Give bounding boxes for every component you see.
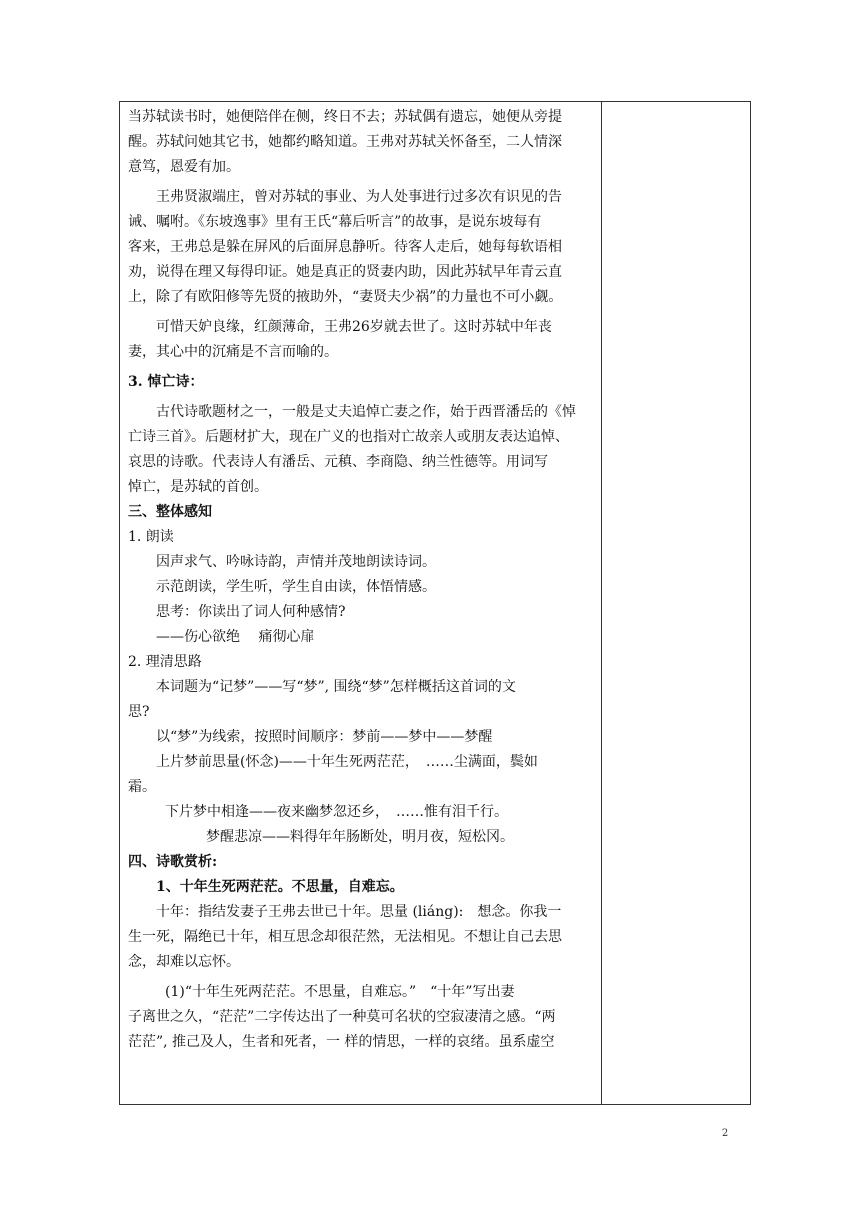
subsection-heading: 1、十年生死两茫茫。不思量，自难忘。 bbox=[156, 879, 404, 895]
text-line: (1)“十年生死两茫茫。不思量，自难忘。” “十年”写出妻 bbox=[165, 984, 515, 1000]
text-line: 古代诗歌题材之一，一般是丈夫追悼亡妻之作，始于西晋潘岳的《悼 bbox=[156, 404, 576, 420]
text-line: 念，却难以忘怀。 bbox=[128, 954, 240, 970]
text-line: 因声求气、吟咏诗韵，声情并茂地朗读诗词。 bbox=[156, 554, 436, 570]
table-column-divider bbox=[601, 101, 602, 1105]
text-line: 生一死，隔绝已十年，相互思念却很茫然，无法相见。不想让自己去思 bbox=[128, 929, 562, 945]
text-line: 亡诗三首》。后题材扩大，现在广义的也指对亡故亲人或朋友表达追悼、 bbox=[128, 429, 569, 445]
text-line: 梦醒悲凉——料得年年肠断处，明月夜，短松冈。 bbox=[206, 829, 514, 845]
text-line: 当苏轼读书时，她便陪伴在侧，终日不去；苏轼偶有遗忘，她便从旁提 bbox=[128, 109, 562, 125]
text-line: 以“梦”为线索，按照时间顺序：梦前——梦中——梦醒 bbox=[156, 729, 493, 745]
document-body bbox=[128, 105, 598, 1055]
text-line: 下片梦中相逢——夜来幽梦忽还乡， ……惟有泪千行。 bbox=[165, 804, 508, 820]
text-line: 上片梦前思量(怀念)——十年生死两茫茫， ……尘满面，鬓如 bbox=[156, 754, 538, 770]
text-line: 本词题为“记梦”——写“梦”, 围绕“梦”怎样概括这首词的文 bbox=[156, 679, 516, 695]
section-heading: 3. 悼亡诗： bbox=[128, 374, 204, 390]
text-line: 哀思的诗歌。代表诗人有潘岳、元稹、李商隐、纳兰性德等。用词写 bbox=[128, 454, 548, 470]
text-line: 诫、嘱咐。《东坡逸事》里有王氏“幕后听言”的故事，是说东坡每有 bbox=[128, 214, 542, 230]
text-line: 思考：你读出了词人何种感情? bbox=[156, 604, 346, 620]
text-line: 客来，王弗总是躲在屏风的后面屏息静听。待客人走后，她每每软语相 bbox=[128, 239, 562, 255]
text-line: 上，除了有欧阳修等先贤的掖助外，“妻贤夫少祸”的力量也不可小觑。 bbox=[128, 289, 563, 305]
text-line: 可惜天妒良缘，红颜薄命，王弗26岁就去世了。这时苏轼中年丧 bbox=[156, 319, 552, 335]
text-line: ——伤心欲绝 痛彻心扉 bbox=[156, 629, 315, 645]
text-line: 示范朗读，学生听，学生自由读，体悟情感。 bbox=[156, 579, 436, 595]
section-heading: 四、诗歌赏析: bbox=[128, 854, 218, 870]
text-line: 十年：指结发妻子王弗去世已十年。思量 (liáng): 想念。你我一 bbox=[156, 904, 562, 920]
text-line: 霜。 bbox=[128, 779, 156, 795]
text-line: 思? bbox=[128, 704, 150, 720]
text-line: 王弗贤淑端庄，曾对苏轼的事业、为人处事进行过多次有识见的告 bbox=[156, 189, 562, 205]
text-line: 子离世之久，“茫茫”二字传达出了一种莫可名状的空寂凄清之感。“两 bbox=[128, 1009, 556, 1025]
subsection-heading: 2. 理清思路 bbox=[128, 654, 202, 670]
text-line: 悼亡，是苏轼的首创。 bbox=[128, 479, 268, 495]
subsection-heading: 1. 朗读 bbox=[128, 529, 174, 545]
page-number: 2 bbox=[721, 1128, 729, 1139]
text-line: 醒。苏轼问她其它书，她都约略知道。王弗对苏轼关怀备至，二人情深 bbox=[128, 134, 562, 150]
section-heading: 三、整体感知 bbox=[128, 504, 212, 520]
text-line: 意笃，恩爱有加。 bbox=[128, 159, 240, 175]
text-line: 茫茫”, 推己及人，生者和死者，一 样的情思，一样的哀绪。虽系虚空 bbox=[128, 1034, 555, 1050]
text-line: 劝，说得在理又每得印证。她是真正的贤妻内助，因此苏轼早年青云直 bbox=[128, 264, 562, 280]
text-line: 妻，其心中的沉痛是不言而喻的。 bbox=[128, 344, 338, 360]
